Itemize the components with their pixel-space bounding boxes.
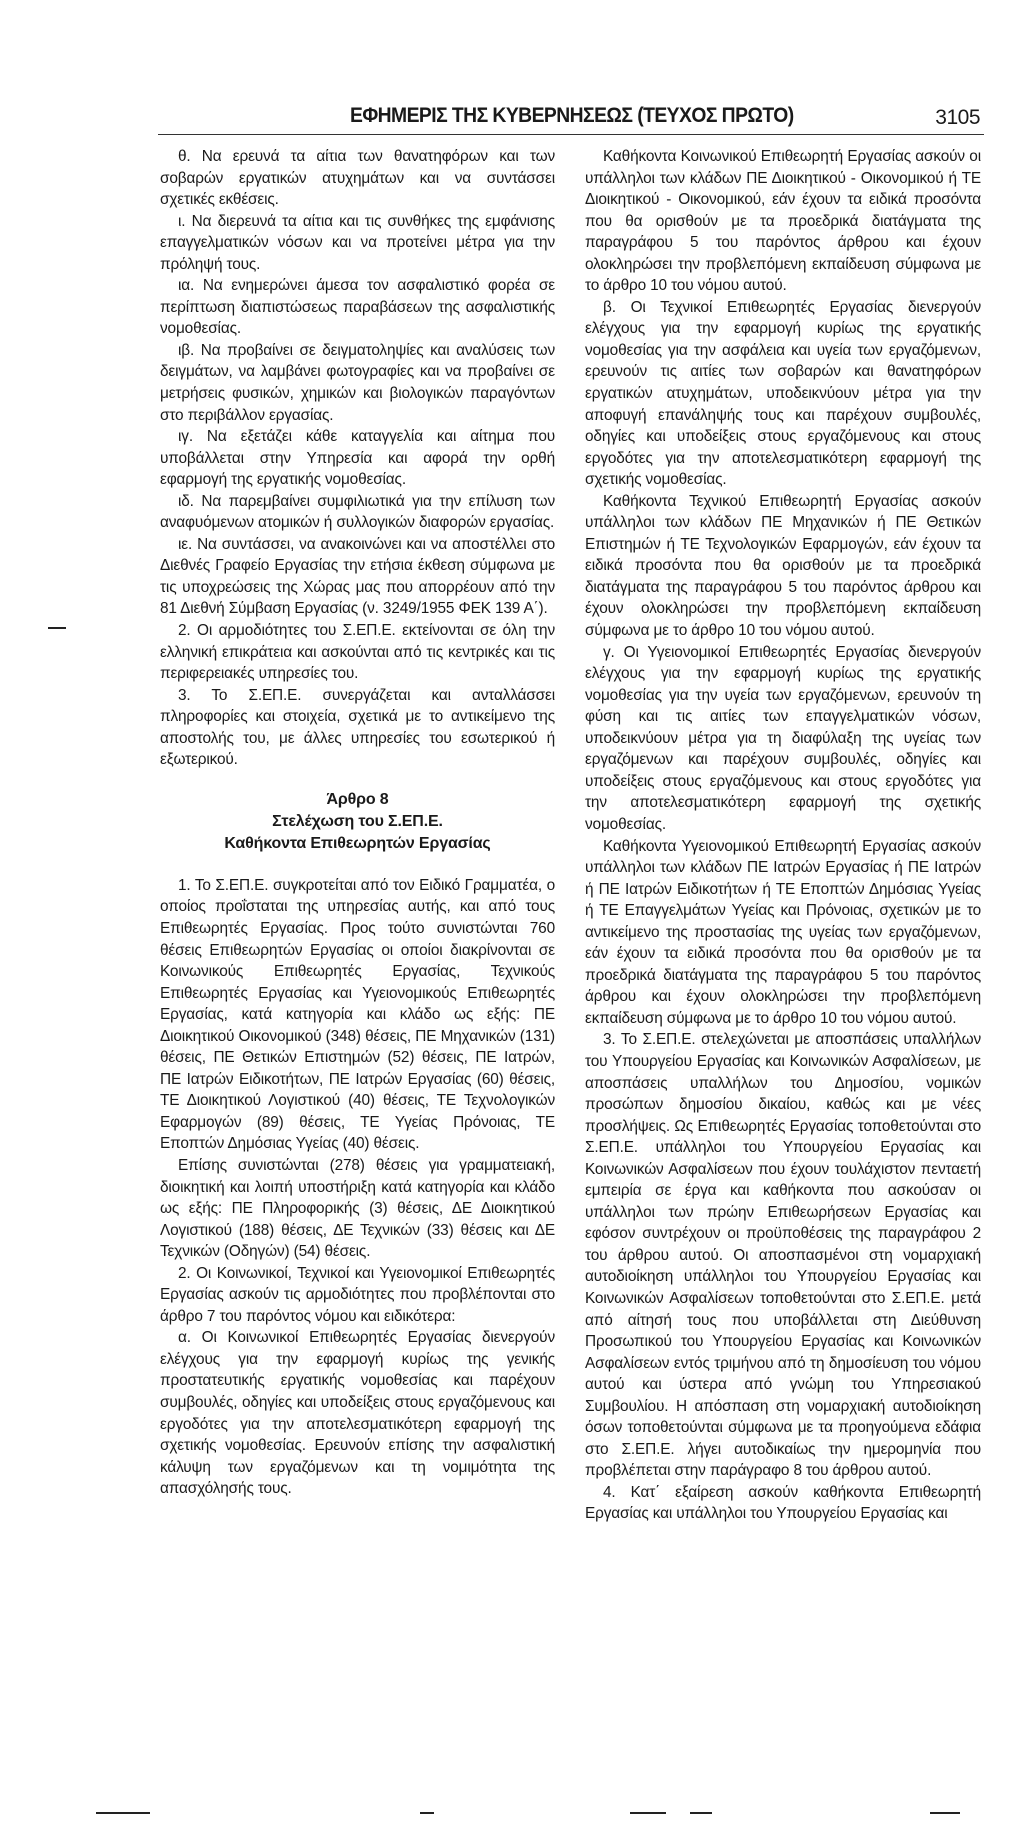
- paragraph-2: 2. Οι αρμοδιότητες του Σ.ΕΠ.Ε. εκτείνονται σε όλη την ελληνική επικράτεια και ασκούνται από τις κεντρικές και τις περιφερειακές υπηρεσίες του.: [160, 622, 555, 683]
- article8-paragraph-4: 4. Κατ΄ εξαίρεση ασκούν καθήκοντα Επιθεωρητή Εργασίας και υπάλληλοι του Υπουργείου Εργασίας και: [585, 1483, 981, 1523]
- paragraph-2b: β. Οι Τεχνικοί Επιθεωρητές Εργασίας διενεργούν ελέγχους για την εφαρμογή κυρίως της εργατικής νομοθεσίας για την ασφάλεια και υγεία των εργαζόμενων, ερευνούν τις αιτίες των σοβαρών και θανατηφόρων εργατικών ατυχημάτων, υποδεικνύουν μέτρα για την αποφυγή επανάληψής τους και παρέχουν συμβουλές, οδηγίες και υποδείξεις στους εργαζόμενους και στους εργοδότες για την αποτελεσματικότερη εφαρμογή της σχετικής νομοθεσίας.: [585, 298, 981, 489]
- paragraph-ig: ιγ. Να εξετάζει κάθε καταγγελία και αίτημα που υποβάλλεται στην Υπηρεσία και αφορά την ορθή εφαρμογή της εργατικής νομοθεσίας.: [160, 428, 555, 489]
- bottom-dash: [630, 1812, 666, 1814]
- header-rule: [158, 134, 984, 135]
- article8-paragraph-2a: α. Οι Κοινωνικοί Επιθεωρητές Εργασίας διενεργούν ελέγχους για την εφαρμογή κυρίως της γενικής προστατευτικής εργατικής νομοθεσίας και παρέχουν συμβουλές, οδηγίες και υποδείξεις στους εργαζόμενους και εργοδότες για την αποτελεσματικότερη εφαρμογή της σχετικής νομοθεσίας. Ερευνούν επίσης την ασφαλιστική κάλυψη των εργαζόμενων και τη νομιμότητα της απασχόλησής τους.: [160, 1329, 555, 1498]
- bottom-dash: [690, 1812, 712, 1814]
- paragraph-theta: θ. Να ερευνά τα αίτια των θανατηφόρων και των σοβαρών εργατικών ατυχημάτων και να συντάσσει σχετικές εκθέσεις.: [160, 148, 555, 209]
- article8-support-positions: Επίσης συνιστώνται (278) θέσεις για γραμματειακή, διοικητική και λοιπή υποστήριξη κατά κατηγορία και κλάδο ως εξής: ΠΕ Πληροφορικής (3) θέσεις, ΔΕ Διοικητικού Λογιστικού (188) θέσεις, ΔΕ Τεχνικών (33) θέσεις και ΔΕ Τεχνικών (Οδηγών) (54) θέσεις.: [160, 1156, 555, 1261]
- article-title-line-1: Στελέχωση του Σ.ΕΠ.Ε.: [272, 812, 443, 830]
- right-column: [585, 146, 981, 1525]
- paragraph-2c: γ. Οι Υγειονομικοί Επιθεωρητές Εργασίας διενεργούν ελέγχους για την εφαρμογή κυρίως της εργατικής νομοθεσίας για την υγεία των εργαζόμενων, ερευνούν τη φύση και τις αιτίες των επαγγελματικών νόσων, υποδεικνύουν μέτρα για τη διαφύλαξη της υγείας των εργαζόμενων και παρέχουν συμβουλές, οδηγίες και υποδείξεις στους εργαζόμενους και στους εργοδότες για την αποτελεσματικότερη εφαρμογή της σχετικής νομοθεσίας.: [585, 643, 981, 833]
- article8-paragraph-3: 3. Το Σ.ΕΠ.Ε. στελεχώνεται με αποσπάσεις υπαλλήλων του Υπουργείου Εργασίας και Κοινωνικών Ασφαλίσεων, με αποσπάσεις υπαλλήλων του Δημοσίου, νομικών προσώπων δημοσίου δικαίου, καθώς και με νέες προσλήψεις. Ως Επιθεωρητές Εργασίας τοποθετούνται στο Σ.ΕΠ.Ε. υπάλληλοι του Υπουργείου Εργασίας και Κοινωνικών Ασφαλίσεων που έχουν τουλάχιστον πενταετή εμπειρία σε έργα και καθήκοντα που ασκούσαν οι υπάλληλοι των πρώην Επιθεωρήσεων Εργασίας και εφόσον συντρέχουν οι προϋποθέσεις της παραγράφου 2 του άρθρου αυτού. Οι αποσπασμένοι στη νομαρχιακή αυτοδιοίκηση υπάλληλοι του Υπουργείου Εργασίας και Κοινωνικών Ασφαλίσεων τοποθετούνται στο Σ.ΕΠ.Ε. μετά από αίτησή τους που υποβάλλεται στη Διεύθυνση Προσωπικού του Υπουργείου Εργασίας και Κοινωνικών Ασφαλίσεων εντός τριμήνου από τη δημοσίευση του νόμου αυτού και ύστερα από γνώμη του Υπηρεσιακού Συμβουλίου. Η απόσπαση στη νομαρχιακή αυτοδιοίκηση όσων τοποθετούνται σύμφωνα με τα προηγούμενα εδάφια στο Σ.ΕΠ.Ε. λήγει αυτοδικαίως την ημερομηνία που προβλέπεται στην παράγραφο 8 του άρθρου αυτού.: [585, 1031, 981, 1480]
- article8-paragraph-1: 1. Το Σ.ΕΠ.Ε. συγκροτείται από τον Ειδικό Γραμματέα, ο οποίος προΐσταται της υπηρεσίας αυτής, και από τους Επιθεωρητές Εργασίας. Προς τούτο συνιστώνται 760 θέσεις Επιθεωρητών Εργασίας οι οποίοι διακρίνονται σε Κοινωνικούς Επιθεωρητές Εργασίας, Τεχνικούς Επιθεωρητές Εργασίας και Υγειονομικούς Επιθεωρητές Εργασίας, κατά κατηγορία και κλάδο ως εξής: ΠΕ Διοικητικού Οικονομικού (348) θέσεις, ΠΕ Μηχανικών (131) θέσεις, ΠΕ Θετικών Επιστημών (52) θέσεις, ΠΕ Ιατρών, ΠΕ Ιατρών Ειδικοτήτων, ΠΕ Ιατρών Εργασίας (60) θέσεις, ΤΕ Διοικητικού Λογιστικού (40) θέσεις, ΤΕ Τεχνολογικών Εφαρμογών (89) θέσεις, ΤΕ Υγείας Πρόνοιας, ΤΕ Εποπτών Δημόσιας Υγείας (40) θέσεις.: [160, 876, 555, 1153]
- paragraph-ie: ιε. Να συντάσσει, να ανακοινώνει και να αποστέλλει στο Διεθνές Γραφείο Εργασίας την ετήσια έκθεση σύμφωνα με τις υποχρεώσεις της Χώρας μας που απορρέουν από την 81 Διεθνή Σύμβαση Εργασίας (ν. 3249/1955 ΦΕΚ 139 Α΄).: [160, 535, 555, 618]
- page-number: 3105: [935, 106, 980, 129]
- bottom-dash: [96, 1812, 150, 1814]
- page-header: [160, 104, 980, 138]
- paragraph-iota: ι. Να διερευνά τα αίτια και τις συνθήκες της εμφάνισης επαγγελματικών νόσων και να προτείνει μέτρα για την πρόληψή τους.: [160, 212, 555, 273]
- article-title-line-2: Καθήκοντα Επιθεωρητών Εργασίας: [224, 834, 491, 852]
- paragraph-id: ιδ. Να παρεμβαίνει συμφιλιωτικά για την επίλυση των αναφυόμενων ατομικών ή συλλογικών διαφορών εργασίας.: [160, 492, 555, 532]
- article8-paragraph-2: 2. Οι Κοινωνικοί, Τεχνικοί και Υγειονομικοί Επιθεωρητές Εργασίας ασκούν τις αρμοδιότητες που προβλέπονται στο άρθρο 7 του παρόντος νόμου και ειδικότερα:: [160, 1264, 555, 1325]
- bottom-dash: [930, 1812, 960, 1814]
- gazette-title: ΕΦΗΜΕΡΙΣ ΤΗΣ ΚΥΒΕΡΝΗΣΕΩΣ (ΤΕΥΧΟΣ ΠΡΩΤΟ): [350, 104, 794, 127]
- left-column: [160, 146, 555, 1500]
- technical-inspector-duties: Καθήκοντα Τεχνικού Επιθεωρητή Εργασίας ασκούν υπάλληλοι των κλάδων ΠΕ Μηχανικών ή ΠΕ Θετικών Επιστημών ή ΤΕ Τεχνολογικών Εφαρμογών, εάν έχουν τα ειδικά προσόντα που θα ορισθούν με τα προεδρικά διατάγματα της παραγράφου 5 του παρόντος άρθρου και έχουν ολοκληρώσει την προβλεπόμενη εκπαίδευση σύμφωνα με το άρθρο 10 του νόμου αυτού.: [585, 492, 981, 640]
- paragraph-ib: ιβ. Να προβαίνει σε δειγματοληψίες και αναλύσεις των δειγμάτων, να λαμβάνει φωτογραφίες και να προβαίνει σε μετρήσεις φυσικών, χημικών και βιολογικών παραγόντων στο περιβάλλον εργασίας.: [160, 341, 555, 424]
- article-heading: [160, 789, 555, 855]
- paragraph-ia: ια. Να ενημερώνει άμεσα τον ασφαλιστικό φορέα σε περίπτωση διαπιστώσεως παραβάσεων της ασφαλιστικής νομοθεσίας.: [160, 277, 555, 338]
- paragraph-3: 3. Το Σ.ΕΠ.Ε. συνεργάζεται και ανταλλάσσει πληροφορίες και στοιχεία, σχετικά με το αντικείμενο της αποστολής του, με άλλες υπηρεσίες του εσωτερικού ή εξωτερικού.: [160, 686, 555, 769]
- article-number: Άρθρο 8: [326, 790, 389, 808]
- bottom-dash: [420, 1812, 434, 1814]
- health-inspector-duties: Καθήκοντα Υγειονομικού Επιθεωρητή Εργασίας ασκούν υπάλληλοι των κλάδων ΠΕ Ιατρών Εργασίας ή ΠΕ Ιατρών ή ΠΕ Ιατρών Ειδικοτήτων ή ΤΕ Εποπτών Δημόσιας Υγείας ή ΤΕ Επαγγελμάτων Υγείας και Πρόνοιας, σχετικών με το αντικείμενο της προστασίας της υγείας των εργαζόμενων, εάν έχουν τα ειδικά προσόντα που θα ορισθούν με τα προεδρικά διατάγματα της παραγράφου 5 του παρόντος άρθρου και έχουν ολοκληρώσει την προβλεπόμενη εκπαίδευση σύμφωνα με το άρθρο 10 του νόμου αυτού.: [585, 837, 981, 1027]
- social-inspector-duties: Καθήκοντα Κοινωνικού Επιθεωρητή Εργασίας ασκούν οι υπάλληλοι των κλάδων ΠΕ Διοικητικού - Οικονομικού ή ΤΕ Διοικητικού - Οικονομικού, εάν έχουν τα ειδικά προσόντα που θα ορισθούν με τα προεδρικά διατάγματα της παραγράφου 5 του παρόντος άρθρου και έχουν ολοκληρώσει την προβλεπόμενη εκπαίδευση σύμφωνα με το άρθρο 10 του νόμου αυτού.: [585, 148, 981, 295]
- margin-mark: [48, 627, 66, 629]
